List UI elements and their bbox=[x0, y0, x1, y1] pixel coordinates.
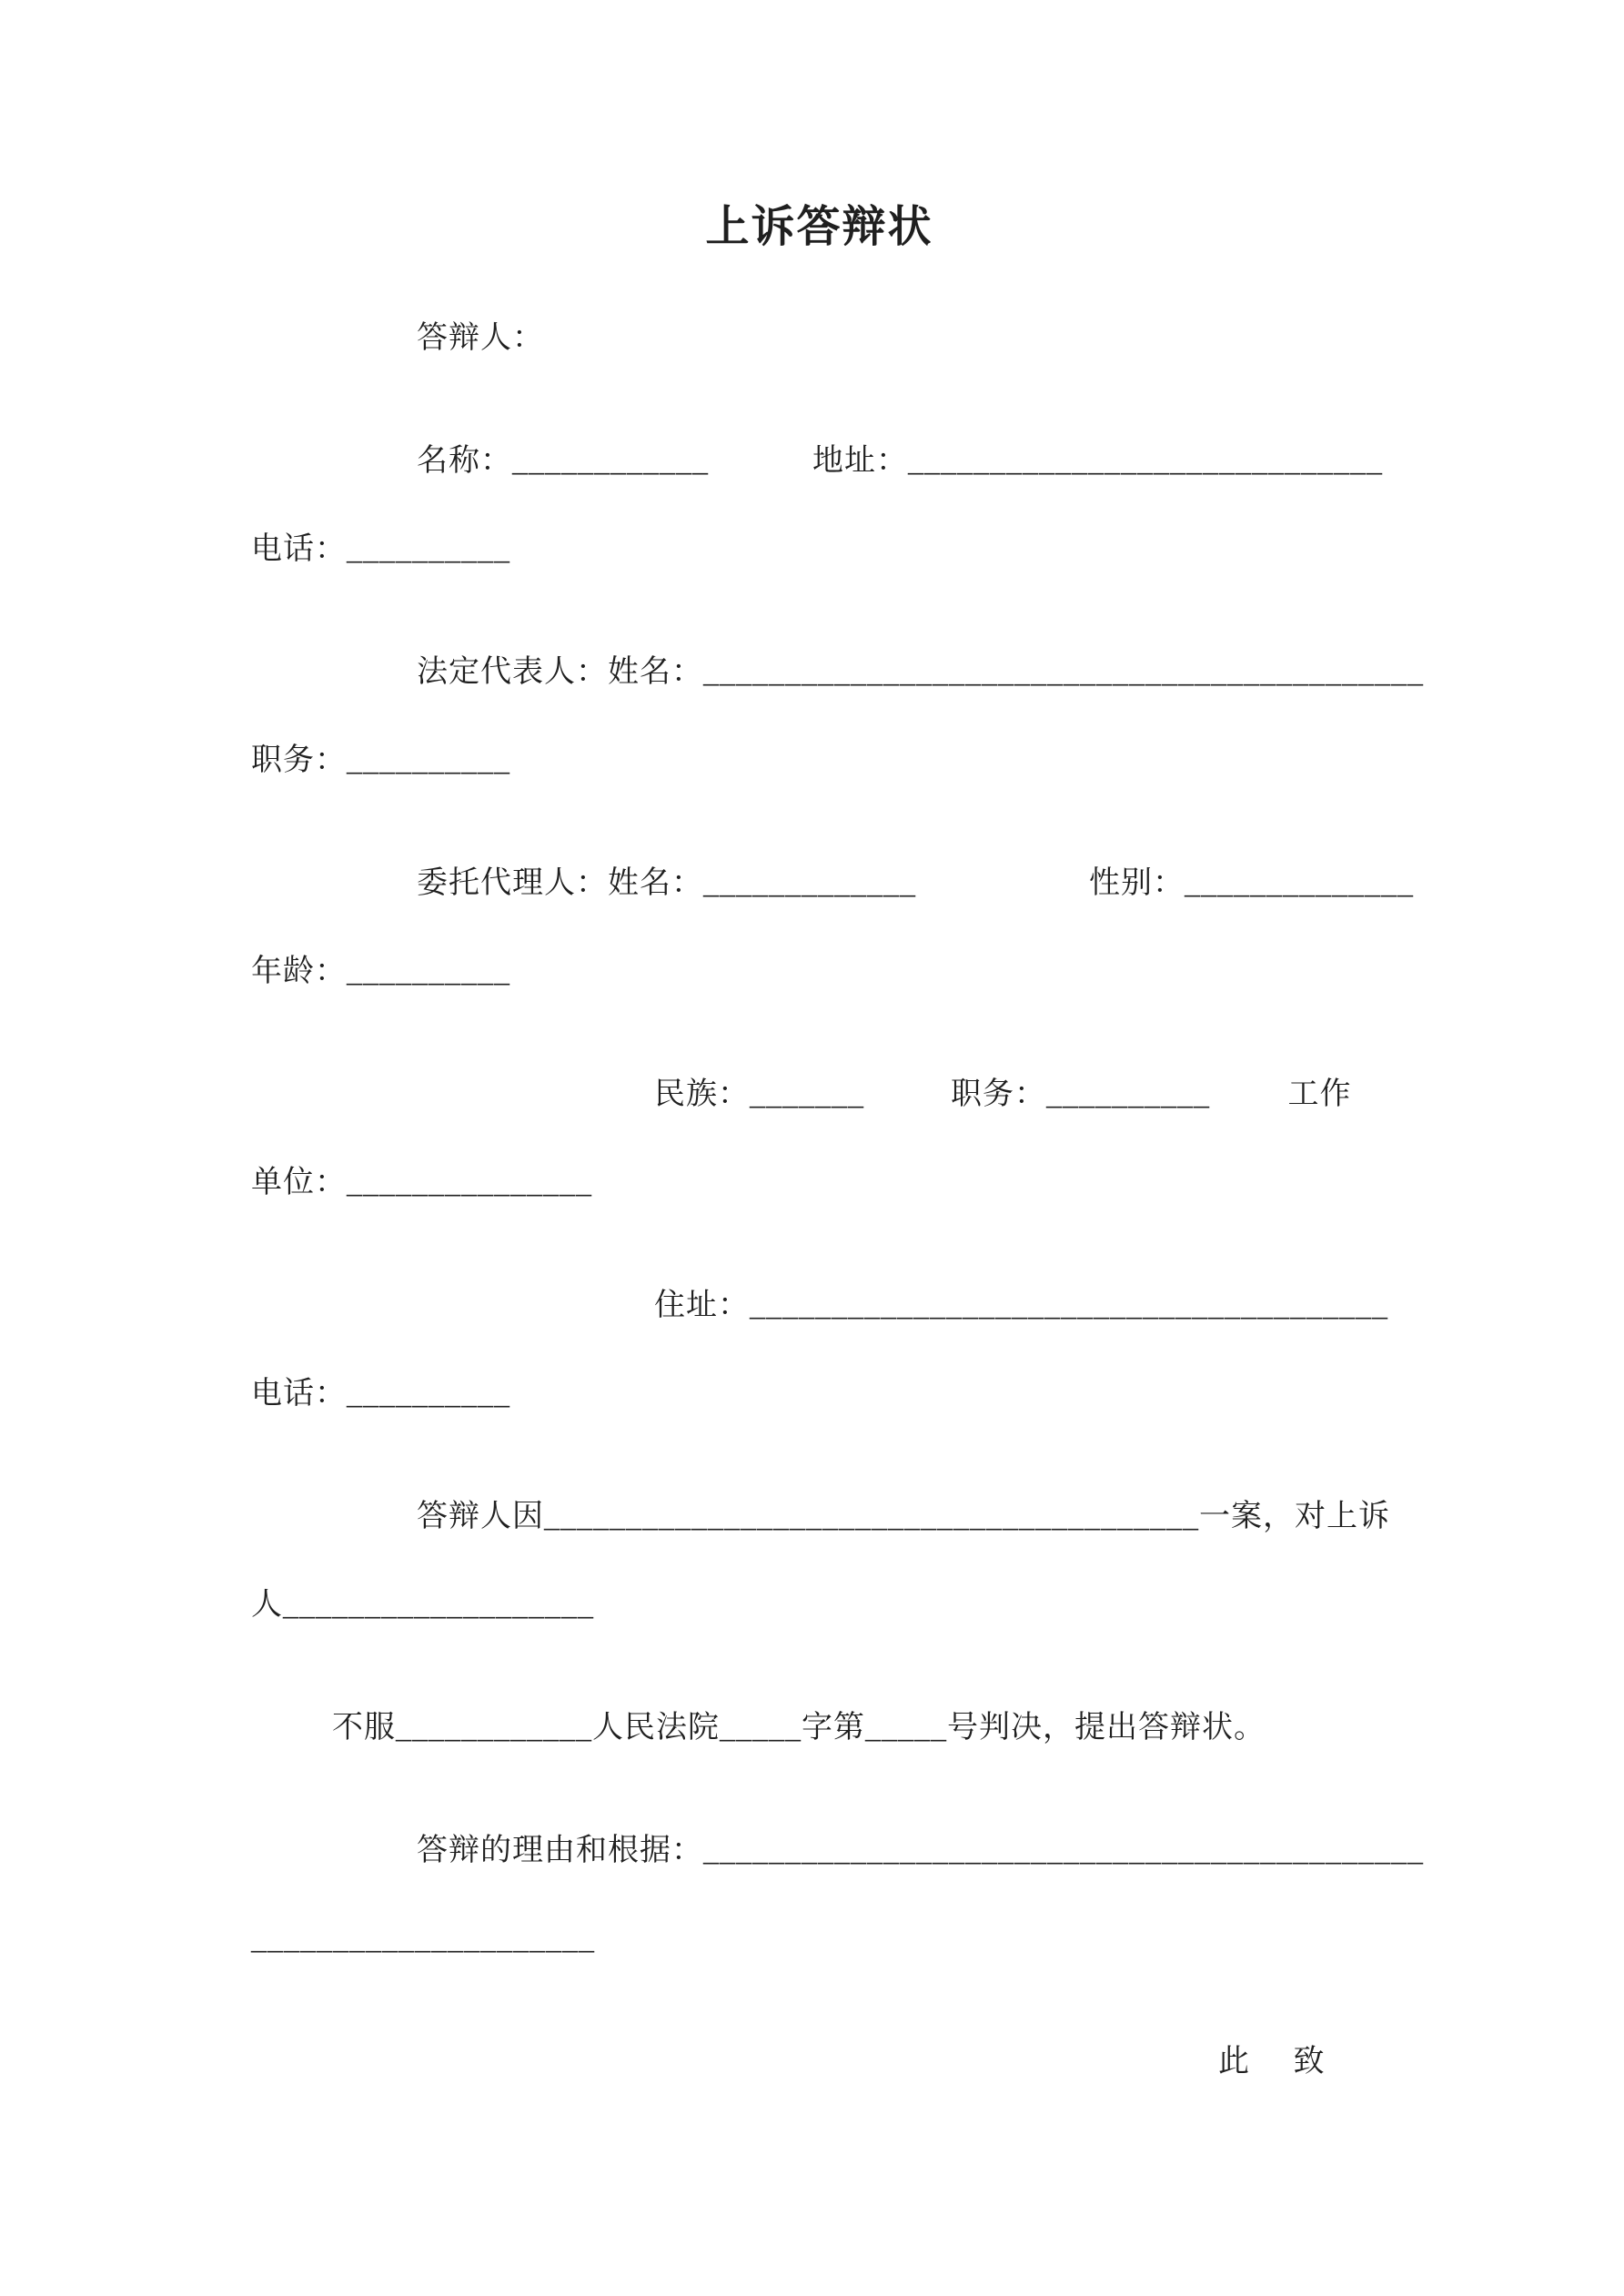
court-judgment-line: 不服____________人民法院_____字第_____号判决，提出答辩状。 bbox=[332, 1711, 1266, 1745]
appellant-line: 人___________________ bbox=[251, 1588, 594, 1622]
work-unit-line: 单位：_______________ bbox=[251, 1166, 592, 1199]
defense-reasons-continuation-line: _____________________ bbox=[251, 1922, 595, 1956]
residence-address-line: 住址：_______________________________________ bbox=[654, 1289, 1388, 1322]
legal-representative-name-line: 法定代表人：姓名：____________________________________________ bbox=[417, 655, 1424, 689]
document-title: 上诉答辩状 bbox=[705, 203, 933, 251]
closing-salutation-line: 此 致 bbox=[1218, 2045, 1326, 2079]
age-line: 年龄：__________ bbox=[251, 955, 510, 988]
agent-name-gender-line: 委托代理人：姓名：_____________ 性别：______________ bbox=[417, 866, 1414, 900]
ethnicity-position-work-line: 民族：_______ 职务：__________ 工作 bbox=[654, 1077, 1352, 1111]
case-intro-line: 答辩人因________________________________________一案，对上诉 bbox=[417, 1500, 1390, 1533]
name-address-line: 名称：____________ 地址：_____________________________ bbox=[417, 444, 1383, 478]
phone-line-2: 电话：__________ bbox=[251, 1377, 510, 1411]
respondent-label-line: 答辩人： bbox=[417, 321, 544, 355]
defense-reasons-line: 答辩的理由和根据：____________________________________________ bbox=[417, 1834, 1424, 1867]
phone-line-1: 电话：__________ bbox=[251, 532, 510, 566]
position-line-1: 职务：__________ bbox=[251, 743, 510, 777]
